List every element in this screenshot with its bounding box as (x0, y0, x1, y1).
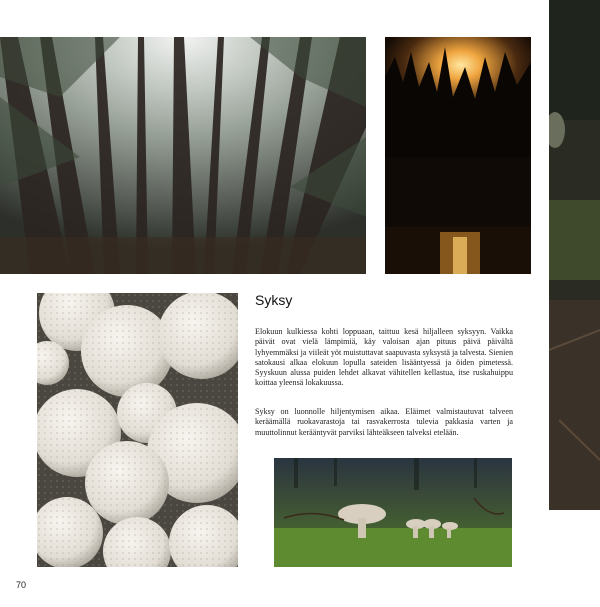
page-heading: Syksy (255, 292, 293, 308)
puffball-mushrooms-photo (37, 293, 238, 567)
body-paragraph-1: Elokuun kulkiessa kohti loppuaan, taittuu kesä hiljalleen syksyyn. Vaikka päivät ovat vielä lämpimiä, käy valoisan ajan pituus päivä päivältä lyhyemmäksi ja viileät yöt muistuttavat saapuvasta syksystä ja talvesta. Sienien satokausi alkaa elokuun lopulla sateiden lisääntyessä ja öiden pimetessä. Syyskuun alussa puiden lehdet alkavat vähitellen kellastua, itse ruskahuippu koittaa yleensä lokakuussa. (255, 327, 513, 388)
forest-canopy-photo (0, 37, 366, 274)
page-number: 70 (16, 580, 27, 590)
body-paragraph-2: Syksy on luonnolle hiljentymisen aikaa. Eläimet valmistautuvat talveen keräämällä ruokavarastoja tai rasvakerrosta tulevia pakkasia varten ja muuttolinnut kerääntyvät parviksi lähteäkseen talveksi etelään. (255, 407, 513, 437)
sunset-lake-photo (385, 37, 531, 274)
forest-floor-strip-photo (549, 0, 600, 510)
mushrooms-on-moss-photo (274, 458, 512, 567)
